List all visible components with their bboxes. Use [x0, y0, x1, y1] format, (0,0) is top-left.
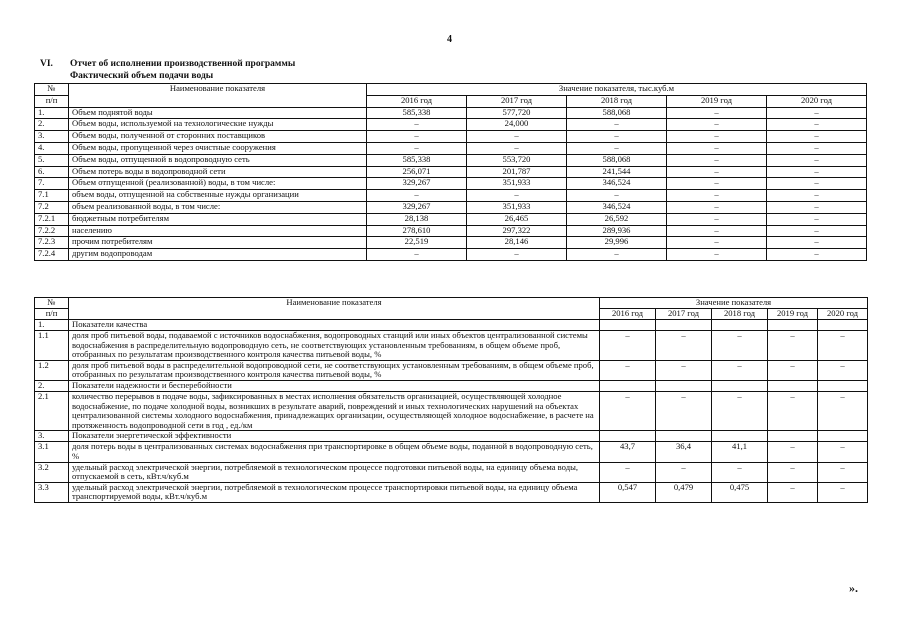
- value-cell: –: [712, 331, 768, 361]
- value-cell: [600, 320, 656, 331]
- year-header: 2017 год: [656, 309, 712, 320]
- value-cell: [656, 380, 712, 391]
- value-cell: –: [767, 237, 867, 249]
- row-number: 7.1: [35, 190, 69, 202]
- indicator-name: прочим потребителям: [69, 237, 367, 249]
- indicator-name: объем реализованной воды, в том числе:: [69, 201, 367, 213]
- row-number: 7.2.2: [35, 225, 69, 237]
- value-cell: 577,720: [467, 107, 567, 119]
- col-num-header: №: [35, 84, 69, 96]
- table-row: [35, 331, 868, 361]
- indicator-name: доля проб питьевой воды, подаваемой с источников водоснабжения, водопроводных станций или иных объектов централизованной системы водоснабжения в распределительную водопроводную сеть, не соответствующих установленным требованиям, в общем объеме проб, отобранных по результатам производственного контроля качества питьевой воды, %: [69, 331, 600, 361]
- value-cell: 256,071: [367, 166, 467, 178]
- value-cell: 26,592: [567, 213, 667, 225]
- indicator-name: Объем потерь воды в водопроводной сети: [69, 166, 367, 178]
- row-number: 1.1: [35, 331, 69, 361]
- value-cell: [818, 431, 868, 442]
- value-cell: –: [367, 119, 467, 131]
- value-cell: –: [656, 360, 712, 380]
- value-cell: 297,322: [467, 225, 567, 237]
- value-cell: 0,547: [600, 482, 656, 502]
- row-number: 2.: [35, 119, 69, 131]
- row-number: 1.: [35, 320, 69, 331]
- year-header: 2016 год: [367, 95, 467, 107]
- value-cell: –: [667, 142, 767, 154]
- indicators-table: [34, 297, 868, 503]
- year-header: 2019 год: [667, 95, 767, 107]
- value-cell: –: [712, 462, 768, 482]
- value-cell: –: [467, 131, 567, 143]
- value-cell: –: [656, 391, 712, 430]
- value-cell: 26,465: [467, 213, 567, 225]
- value-cell: –: [667, 119, 767, 131]
- row-number: 1.: [35, 107, 69, 119]
- section-number: VI.: [40, 59, 53, 69]
- value-cell: –: [818, 331, 868, 361]
- value-cell: [768, 431, 818, 442]
- value-cell: [768, 320, 818, 331]
- value-cell: –: [667, 131, 767, 143]
- value-cell: 588,068: [567, 154, 667, 166]
- value-cell: –: [768, 391, 818, 430]
- year-header: 2020 год: [767, 95, 867, 107]
- value-cell: 329,267: [367, 178, 467, 190]
- value-cell: 346,524: [567, 178, 667, 190]
- value-cell: 351,933: [467, 201, 567, 213]
- row-number: 5.: [35, 154, 69, 166]
- table-row: [35, 213, 867, 225]
- year-header: 2020 год: [818, 309, 868, 320]
- table-row: [35, 320, 868, 331]
- value-cell: –: [767, 201, 867, 213]
- value-cell: –: [767, 249, 867, 261]
- value-cell: –: [767, 154, 867, 166]
- value-cell: –: [767, 213, 867, 225]
- table-row: [35, 431, 868, 442]
- table-row: [35, 442, 868, 462]
- value-cell: –: [467, 190, 567, 202]
- year-header: 2016 год: [600, 309, 656, 320]
- value-cell: 289,936: [567, 225, 667, 237]
- value-cell: –: [768, 331, 818, 361]
- value-header: Значение показателя, тыс.куб.м: [367, 84, 867, 96]
- value-cell: 585,338: [367, 107, 467, 119]
- indicator-name: Объем воды, полученной от сторонних поставщиков: [69, 131, 367, 143]
- indicator-name: объем воды, отпущенной на собственные нужды организации: [69, 190, 367, 202]
- value-cell: –: [768, 360, 818, 380]
- year-header: 2018 год: [712, 309, 768, 320]
- value-cell: –: [767, 190, 867, 202]
- table-row: [35, 166, 867, 178]
- value-cell: –: [367, 249, 467, 261]
- col-num-header: №: [35, 298, 69, 309]
- value-cell: –: [818, 482, 868, 502]
- value-cell: –: [818, 391, 868, 430]
- value-cell: –: [712, 360, 768, 380]
- value-cell: 278,610: [367, 225, 467, 237]
- value-cell: –: [667, 190, 767, 202]
- closing-mark: ».: [849, 581, 858, 595]
- row-number: 3.1: [35, 442, 69, 462]
- row-number: 7.2.1: [35, 213, 69, 225]
- row-number: 7.2.3: [35, 237, 69, 249]
- indicator-name: другим водопроводам: [69, 249, 367, 261]
- value-cell: 22,519: [367, 237, 467, 249]
- year-header: 2019 год: [768, 309, 818, 320]
- table-row: [35, 131, 867, 143]
- value-cell: –: [667, 178, 767, 190]
- value-cell: –: [767, 107, 867, 119]
- col-num-sub: п/п: [35, 95, 69, 107]
- value-cell: 28,138: [367, 213, 467, 225]
- col-num-sub: п/п: [35, 309, 69, 320]
- table-row: [35, 462, 868, 482]
- value-cell: –: [667, 201, 767, 213]
- value-cell: –: [567, 119, 667, 131]
- value-cell: [818, 380, 868, 391]
- value-cell: –: [667, 249, 767, 261]
- value-cell: –: [667, 213, 767, 225]
- row-number: 3.: [35, 131, 69, 143]
- value-cell: –: [767, 166, 867, 178]
- row-number: 7.2.4: [35, 249, 69, 261]
- value-cell: –: [467, 249, 567, 261]
- indicator-name: количество перерывов в подаче воды, зафиксированных в местах исполнения обязательств организацией, осуществляющей холодное водоснабжение, по подаче холодной воды, возникших в результате аварий, повреждений и иных технологических нарушений на объектах централизованной системы холодного водоснабжения, принадлежащих организации, осуществляющей холодное водоснабжение, в расчете на протяженность водопроводной сети в год , ед./км: [69, 391, 600, 430]
- row-number: 7.2: [35, 201, 69, 213]
- indicator-name: населению: [69, 225, 367, 237]
- value-cell: –: [767, 225, 867, 237]
- table-row: [35, 249, 867, 261]
- value-cell: –: [667, 166, 767, 178]
- value-cell: 346,524: [567, 201, 667, 213]
- value-cell: 553,720: [467, 154, 567, 166]
- row-number: 3.3: [35, 482, 69, 502]
- value-cell: –: [768, 482, 818, 502]
- value-cell: [600, 431, 656, 442]
- indicator-name: доля проб питьевой воды в распределительной водопроводной сети, не соответствующих установленным требованиям, в общем объеме проб, отобранных по результатам производственного контроля качества питьевой воды, %: [69, 360, 600, 380]
- value-cell: 24,000: [467, 119, 567, 131]
- value-cell: 28,146: [467, 237, 567, 249]
- value-cell: –: [767, 131, 867, 143]
- value-cell: –: [667, 107, 767, 119]
- value-cell: –: [567, 190, 667, 202]
- value-cell: [818, 320, 868, 331]
- value-cell: –: [818, 360, 868, 380]
- value-cell: –: [567, 142, 667, 154]
- value-cell: [768, 380, 818, 391]
- page-number: 4: [447, 34, 452, 45]
- row-number: 6.: [35, 166, 69, 178]
- indicator-name: бюджетным потребителям: [69, 213, 367, 225]
- value-cell: –: [467, 142, 567, 154]
- table-row: [35, 107, 867, 119]
- year-header: 2018 год: [567, 95, 667, 107]
- value-header: Значение показателя: [600, 298, 868, 309]
- value-cell: –: [667, 154, 767, 166]
- table-row: [35, 178, 867, 190]
- value-cell: –: [656, 331, 712, 361]
- table-row: [35, 482, 868, 502]
- value-cell: –: [667, 237, 767, 249]
- value-cell: [712, 431, 768, 442]
- value-cell: [656, 431, 712, 442]
- value-cell: –: [567, 249, 667, 261]
- value-cell: [600, 380, 656, 391]
- section-subtitle: Фактический объем подачи воды: [70, 71, 214, 81]
- table-row: [35, 380, 868, 391]
- indicator-name: удельный расход электрической энергии, потребляемой в технологическом процессе подготовки питьевой воды, на единицу объема воды, отпускаемой в сеть, кВт.ч/куб.м: [69, 462, 600, 482]
- value-cell: –: [767, 119, 867, 131]
- water-supply-table-body: [35, 107, 867, 260]
- value-cell: –: [600, 331, 656, 361]
- indicators-table-body: [35, 320, 868, 503]
- value-cell: 351,933: [467, 178, 567, 190]
- table-row: [35, 119, 867, 131]
- indicator-name: Объем воды, используемой на технологические нужды: [69, 119, 367, 131]
- indicator-name: удельный расход электрической энергии, потребляемой в технологическом процессе транспортировки питьевой воды, на единицу объема транспортируемой воды, кВт.ч/куб.м: [69, 482, 600, 502]
- value-cell: 241,544: [567, 166, 667, 178]
- value-cell: –: [667, 225, 767, 237]
- value-cell: –: [367, 142, 467, 154]
- value-cell: 0,479: [656, 482, 712, 502]
- value-cell: –: [367, 190, 467, 202]
- value-cell: –: [767, 178, 867, 190]
- value-cell: 329,267: [367, 201, 467, 213]
- value-cell: 29,996: [567, 237, 667, 249]
- year-header: 2017 год: [467, 95, 567, 107]
- indicator-name: Объем отпущенной (реализованной) воды, в том числе:: [69, 178, 367, 190]
- value-cell: [712, 320, 768, 331]
- value-cell: –: [600, 391, 656, 430]
- indicator-name: Показатели качества: [69, 320, 600, 331]
- value-cell: –: [768, 442, 818, 462]
- value-cell: [712, 380, 768, 391]
- table-row: [35, 225, 867, 237]
- indicator-name: Показатели надежности и бесперебойности: [69, 380, 600, 391]
- value-cell: 36,4: [656, 442, 712, 462]
- col-name-header: Наименование показателя: [69, 298, 600, 320]
- section-title: Отчет об исполнении производственной программы: [70, 59, 296, 69]
- value-cell: –: [600, 360, 656, 380]
- table-row: [35, 237, 867, 249]
- row-number: 3.2: [35, 462, 69, 482]
- table-row: [35, 154, 867, 166]
- value-cell: 43,7: [600, 442, 656, 462]
- value-cell: 0,475: [712, 482, 768, 502]
- row-number: 7.: [35, 178, 69, 190]
- row-number: 1.2: [35, 360, 69, 380]
- table-row: [35, 142, 867, 154]
- value-cell: –: [768, 462, 818, 482]
- value-cell: –: [818, 462, 868, 482]
- value-cell: [656, 320, 712, 331]
- value-cell: 201,787: [467, 166, 567, 178]
- value-cell: –: [656, 462, 712, 482]
- table-row: [35, 391, 868, 430]
- col-name-header: Наименование показателя: [69, 84, 367, 108]
- indicator-name: Объем воды, отпущенной в водопроводную сеть: [69, 154, 367, 166]
- value-cell: 588,068: [567, 107, 667, 119]
- value-cell: –: [567, 131, 667, 143]
- table-row: [35, 201, 867, 213]
- value-cell: 585,338: [367, 154, 467, 166]
- indicator-name: Объем поднятой воды: [69, 107, 367, 119]
- indicator-name: Объем воды, пропущенной через очистные сооружения: [69, 142, 367, 154]
- row-number: 2.1: [35, 391, 69, 430]
- value-cell: –: [600, 462, 656, 482]
- table-row: [35, 190, 867, 202]
- row-number: 4.: [35, 142, 69, 154]
- table-row: [35, 360, 868, 380]
- value-cell: –: [818, 442, 868, 462]
- indicator-name: Показатели энергетической эффективности: [69, 431, 600, 442]
- row-number: 2.: [35, 380, 69, 391]
- value-cell: 41,1: [712, 442, 768, 462]
- value-cell: –: [367, 131, 467, 143]
- water-supply-table: [34, 83, 867, 261]
- indicator-name: доля потерь воды в централизованных системах водоснабжения при транспортировке в общем объеме воды, поданной в водопроводную сеть, %: [69, 442, 600, 462]
- value-cell: –: [712, 391, 768, 430]
- row-number: 3.: [35, 431, 69, 442]
- value-cell: –: [767, 142, 867, 154]
- section-heading: [40, 58, 295, 82]
